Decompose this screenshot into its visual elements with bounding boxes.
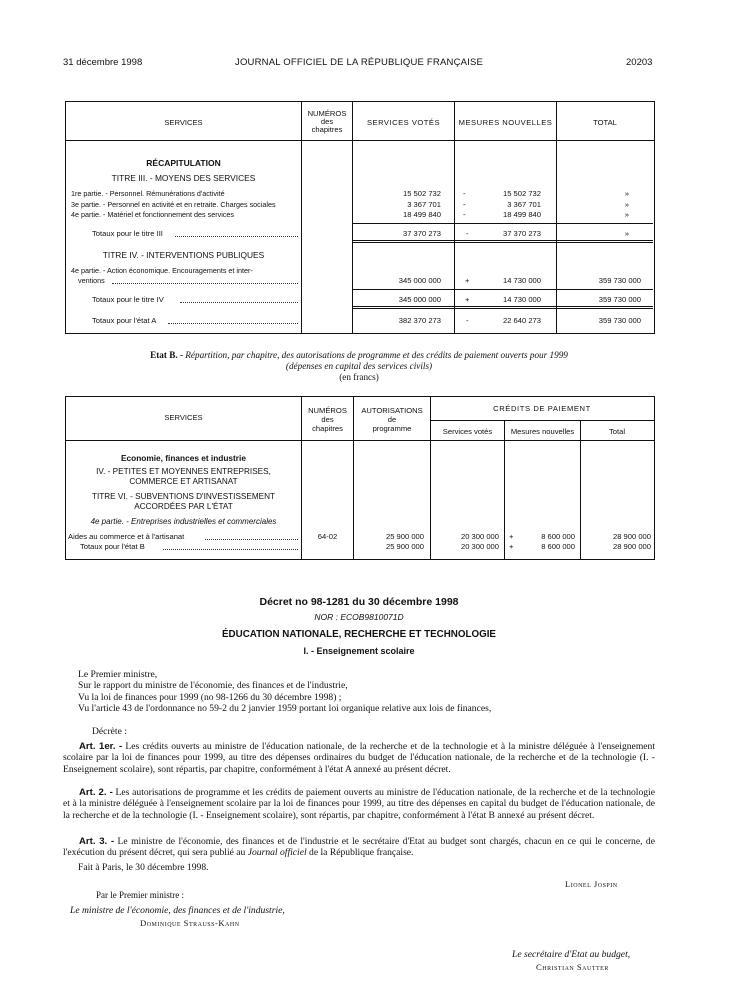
cell-votes: 3 367 701: [407, 200, 441, 209]
cell-total: »: [624, 229, 629, 238]
row-label: 4e partie. - Action économique. Encouragements et inter-: [71, 266, 253, 275]
cell-mesures: 22 640 273: [502, 316, 541, 325]
cell-total: »: [624, 210, 629, 219]
signature-pm: Lionel Jospin: [565, 879, 618, 889]
done-at: Fait à Paris, le 30 décembre 1998.: [78, 862, 209, 873]
col-numeros: NUMÉROS des chapitres: [308, 406, 347, 433]
minister-name: Dominique Strauss-Kahn: [140, 918, 240, 928]
cell-mesures: 14 730 000: [502, 295, 541, 304]
cell-mesures: 37 370 273: [502, 229, 541, 238]
decree-nor: NOR : ECOB9810071D: [314, 612, 404, 622]
col-autorisations: AUTORISATIONS de programme: [361, 406, 423, 433]
cell-mesures: 14 730 000: [502, 276, 541, 285]
cell-sign: -: [463, 200, 466, 209]
section-iv-heading: IV. - PETITES ET MOYENNES ENTREPRISES, COMMERCE ET ARTISANAT: [96, 467, 271, 486]
cell-sv: 20 300 000: [460, 532, 499, 541]
row-label: Totaux pour le titre IV: [92, 295, 164, 304]
ministry-heading: Economie, finances et industrie: [121, 453, 246, 463]
cell-sign: +: [509, 542, 514, 551]
cell-mesures: 18 499 840: [502, 210, 541, 219]
recap-heading: RÉCAPITULATION: [146, 158, 221, 168]
etat-b-caption: Etat B. - Répartition, par chapitre, des autorisations de programme et des crédits de paiement ouverts pour 1999 (dépenses en capital des services civils) (en francs): [150, 350, 568, 382]
col-votes: SERVICES VOTÉS: [366, 118, 441, 127]
cell-votes: 345 000 000: [398, 276, 441, 285]
cell-mn: 8 600 000: [541, 542, 575, 551]
cell-total: 359 730 000: [598, 295, 641, 304]
cell-total: 28 900 000: [612, 532, 651, 541]
cell-ap: 25 900 000: [385, 542, 424, 551]
cell-sign: +: [465, 276, 470, 285]
cell-sign: +: [509, 532, 514, 541]
cell-mesures: 3 367 701: [507, 200, 541, 209]
titre-vi-heading: TITRE VI. - SUBVENTIONS D'INVESTISSEMENT ACCORDÉES PAR L'ÉTAT: [91, 492, 276, 511]
cell-ap: 25 900 000: [385, 532, 424, 541]
page-number: 20203: [626, 57, 653, 68]
col-services: SERVICES: [164, 413, 203, 422]
cell-mesures: 15 502 732: [502, 189, 541, 198]
col-services-votes: Services votés: [442, 427, 493, 436]
decrete: Décrète :: [92, 726, 127, 737]
section-title: I. - Enseignement scolaire: [303, 646, 415, 656]
row-label: Totaux pour le titre III: [92, 229, 163, 238]
col-credits: CRÉDITS DE PAIEMENT: [493, 404, 591, 413]
cell-total: »: [624, 200, 629, 209]
cell-mn: 8 600 000: [541, 532, 575, 541]
row-label: 4e partie. - Matériel et fonctionnement des services: [71, 210, 234, 219]
article-2: Art. 2. - Les autorisations de programme et les crédits de paiement ouverts au ministre de l'éducation nationale, de la recherche et de la technologie et à la ministre déléguée à l'enseignement scolaire par la loi de finances pour 1999, au titre des dépenses en capital du budget de l'éducation nationale, de la recherche et de la technologie (I. - Enseignement scolaire), sont répartis, par chapitre, conformément à l'état B annexé au présent décret.: [63, 787, 655, 821]
row-label: Aides au commerce et à l'artisanat: [68, 532, 185, 541]
partie-heading: 4e partie. - Entreprises industrielles et commerciales: [90, 517, 277, 526]
journal-title: JOURNAL OFFICIEL DE LA RÉPUBLIQUE FRANÇAISE: [235, 57, 484, 68]
cell-chapitre: 64-02: [317, 532, 338, 541]
par-le-premier-ministre: Par le Premier ministre :: [96, 890, 184, 900]
article-1: Art. 1er. - Les crédits ouverts au ministre de l'éducation nationale, de la recherche et de la technologie et à la ministre déléguée à l'enseignement scolaire par la loi de finances pour 1999, au titre des dépenses ordinaires du budget de l'éducation nationale, de la recherche et de la technologie (I. - Enseignement scolaire), sont répartis, par chapitre, conformément à l'état A annexé au présent décret.: [63, 741, 656, 775]
col-numeros: NUMÉROS des chapitres: [307, 109, 347, 134]
cell-sign: -: [466, 316, 469, 325]
decree-title: Décret no 98-1281 du 30 décembre 1998: [259, 596, 459, 608]
page-date: 31 décembre 1998: [63, 57, 143, 68]
row-label: Totaux pour l'état A: [92, 316, 157, 325]
cell-votes: 18 499 840: [402, 210, 441, 219]
article-3: Art. 3. - Le ministre de l'économie, des finances et de l'industrie et le secrétaire d'Etat au budget sont chargés, chacun en ce qui le concerne, de l'exécution du présent décret, qui sera publié au Journal officiel de la République française.: [63, 836, 655, 859]
cell-sign: -: [463, 210, 466, 219]
cell-sign: -: [463, 189, 466, 198]
col-mesures: MESURES NOUVELLES: [458, 118, 553, 127]
col-total: Total: [608, 427, 626, 436]
cell-total: 359 730 000: [598, 276, 641, 285]
secretary-name: Christian Sautter: [536, 962, 609, 972]
ministry-title: ÉDUCATION NATIONALE, RECHERCHE ET TECHNOLOGIE: [222, 629, 496, 640]
cell-votes: 382 370 273: [398, 316, 441, 325]
minister-title: Le ministre de l'économie, des finances et de l'industrie,: [70, 905, 285, 916]
row-label: 3e partie. - Personnel en activité et en retraite. Charges sociales: [71, 200, 276, 209]
preamble: Le Premier ministre, Sur le rapport du ministre de l'économie, des finances et de l'industrie, Vu la loi de finances pour 1999 (no 98-1266 du 30 décembre 1998) ; Vu l'article 43 de l'ordonnance no 59-2 du 2 janvier 1959 portant loi organique relative aux lois de finances,: [78, 669, 492, 714]
cell-votes: 37 370 273: [402, 229, 441, 238]
col-services: SERVICES: [164, 118, 203, 127]
titre-iv-heading: TITRE IV. - INTERVENTIONS PUBLIQUES: [102, 250, 265, 260]
cell-votes: 345 000 000: [398, 295, 441, 304]
row-label-cont: ventions: [78, 276, 105, 285]
cell-sign: +: [465, 295, 470, 304]
cell-sv: 20 300 000: [460, 542, 499, 551]
cell-votes: 15 502 732: [402, 189, 441, 198]
cell-sign: -: [466, 229, 469, 238]
col-mesures-nouvelles: Mesures nouvelles: [510, 427, 575, 436]
row-label: Totaux pour l'état B: [80, 542, 145, 551]
titre-iii-heading: TITRE III. - MOYENS DES SERVICES: [111, 173, 256, 183]
cell-total: »: [624, 189, 629, 198]
col-total: TOTAL: [593, 118, 617, 127]
row-label: 1re partie. - Personnel. Rémunérations d'activité: [71, 189, 225, 198]
cell-total: 359 730 000: [598, 316, 641, 325]
cell-total: 28 900 000: [612, 542, 651, 551]
secretary-title: Le secrétaire d'Etat au budget,: [512, 949, 631, 960]
